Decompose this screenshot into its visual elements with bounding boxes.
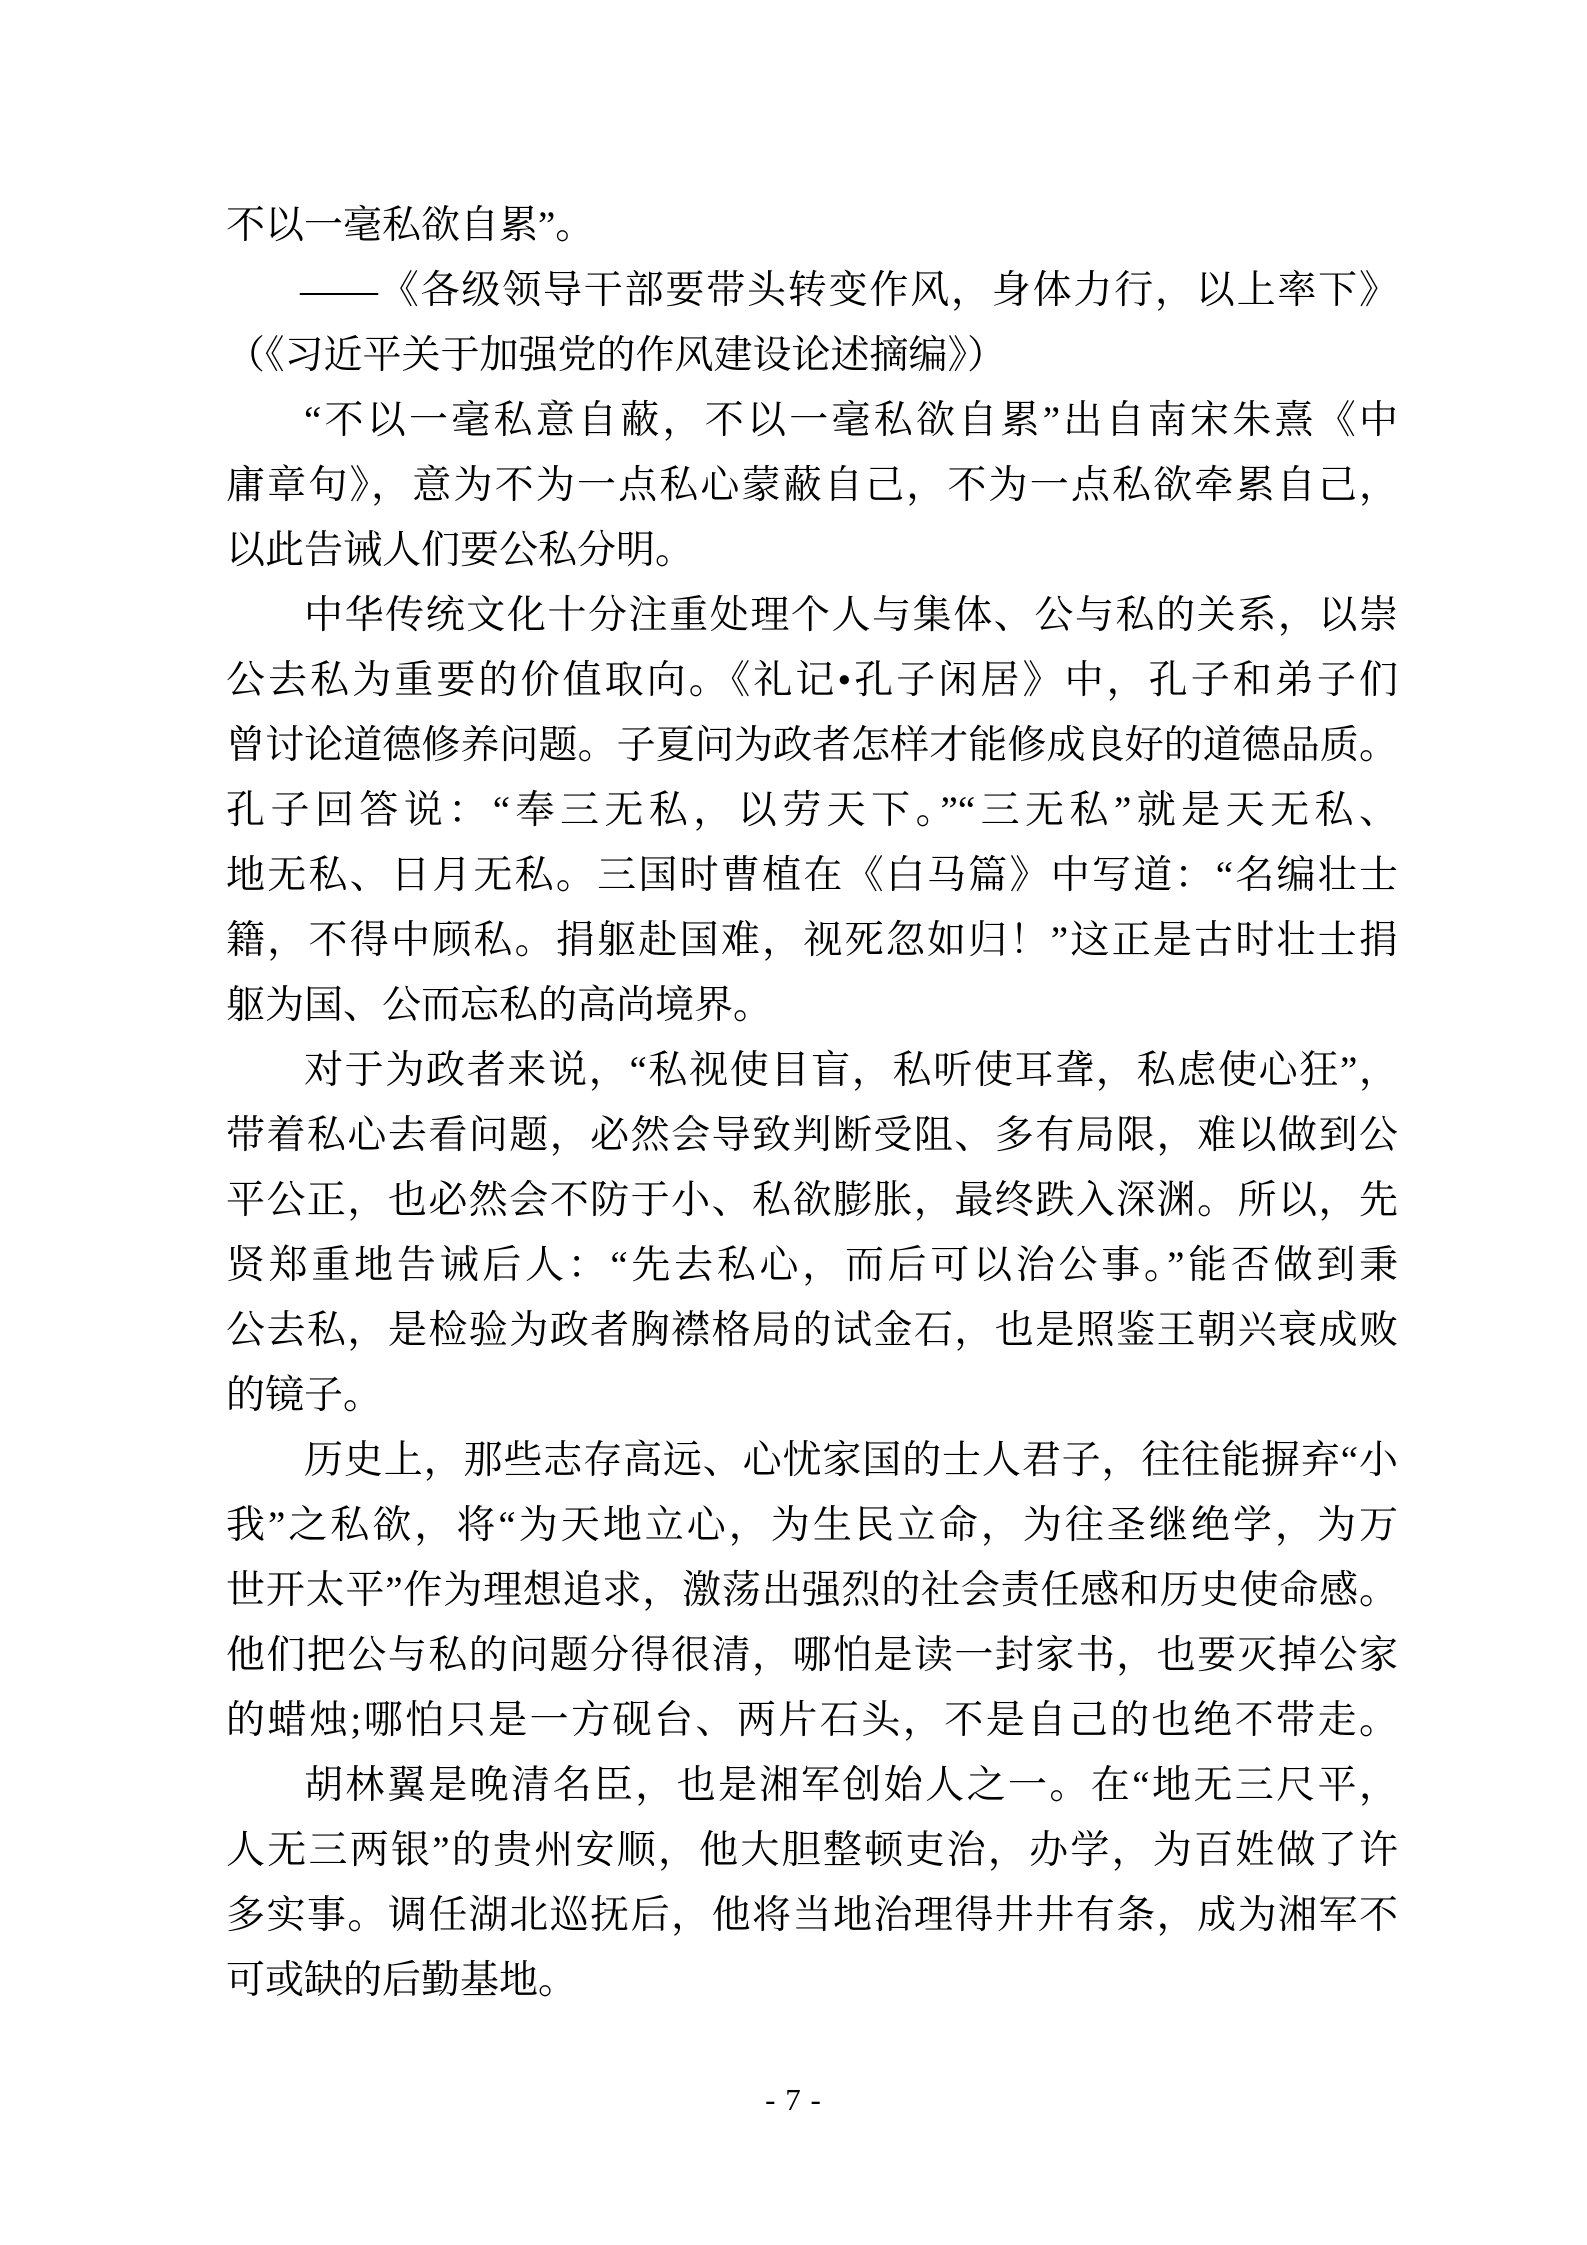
- text-line: 世开太平”作为理想追求，激荡出强烈的社会责任感和历史使命感。: [226, 1569, 1398, 1612]
- document-lines: [226, 193, 1398, 2013]
- text-line: 公去私为重要的价值取向。《礼记•孔子闲居》中，孔子和弟子们: [226, 659, 1398, 702]
- text-line: （《习近平关于加强党的作风建设论述摘编》）: [226, 334, 1007, 377]
- text-line: 以此告诫人们要公私分明。: [226, 529, 695, 572]
- text-line: 多实事。调任湖北巡抚后，他将当地治理得井井有条，成为湘军不: [226, 1894, 1398, 1937]
- text-line: 可或缺的后勤基地。: [226, 1959, 578, 2002]
- text-line: 公去私，是检验为政者胸襟格局的试金石，也是照鉴王朝兴衰成败: [226, 1309, 1398, 1352]
- text-line: “不以一毫私意自蔽，不以一毫私欲自累”出自南宋朱熹《中: [304, 399, 1398, 442]
- text-line: 不以一毫私欲自累”。: [226, 204, 595, 247]
- text-line: 对于为政者来说，“私视使目盲，私听使耳聋，私虑使心狂”，: [304, 1049, 1398, 1092]
- text-line: 籍，不得中顾私。捐躯赴国难，视死忽如归！”这正是古时壮士捐: [226, 919, 1398, 962]
- text-line: 的镜子。: [226, 1374, 383, 1417]
- text-line: 的蜡烛;哪怕只是一方砚台、两片石头，不是自己的也绝不带走。: [226, 1699, 1398, 1742]
- text-line: 历史上，那些志存高远、心忧家国的士人君子，往往能摒弃“小: [304, 1439, 1398, 1482]
- text-line: 人无三两银”的贵州安顺，他大胆整顿吏治，办学，为百姓做了许: [226, 1829, 1398, 1872]
- text-line: 庸章句》，意为不为一点私心蒙蔽自己，不为一点私欲牵累自己，: [226, 464, 1398, 507]
- text-line: 我”之私欲，将“为天地立心，为生民立命，为往圣继绝学，为万: [226, 1504, 1398, 1547]
- text-line: 贤郑重地告诫后人：“先去私心，而后可以治公事。”能否做到秉: [226, 1244, 1398, 1287]
- text-line: 他们把公与私的问题分得很清，哪怕是读一封家书，也要灭掉公家: [226, 1634, 1398, 1677]
- text-line: 平公正，也必然会不防于小、私欲膨胀，最终跌入深渊。所以，先: [226, 1179, 1398, 1222]
- text-line: 孔子回答说：“奉三无私，以劳天下。”“三无私”就是天无私、: [226, 789, 1398, 832]
- text-line: 地无私、日月无私。三国时曹植在《白马篇》中写道：“名编壮士: [226, 854, 1398, 897]
- text-line: 躯为国、公而忘私的高尚境界。: [226, 984, 773, 1027]
- page-footer: [0, 2080, 1587, 2120]
- page-number: - 7 -: [765, 2082, 822, 2117]
- text-line: 中华传统文化十分注重处理个人与集体、公与私的关系，以崇: [304, 594, 1398, 637]
- text-line: 胡林翼是晚清名臣，也是湘军创始人之一。在“地无三尺平，: [304, 1764, 1398, 1807]
- text-line: 带着私心去看问题，必然会导致判断受阻、多有局限，难以做到公: [226, 1114, 1398, 1157]
- text-line: 曾讨论道德修养问题。子夏问为政者怎样才能修成良好的道德品质。: [226, 724, 1398, 767]
- text-line: ——《各级领导干部要带头转变作风，身体力行，以上率下》: [300, 269, 1398, 312]
